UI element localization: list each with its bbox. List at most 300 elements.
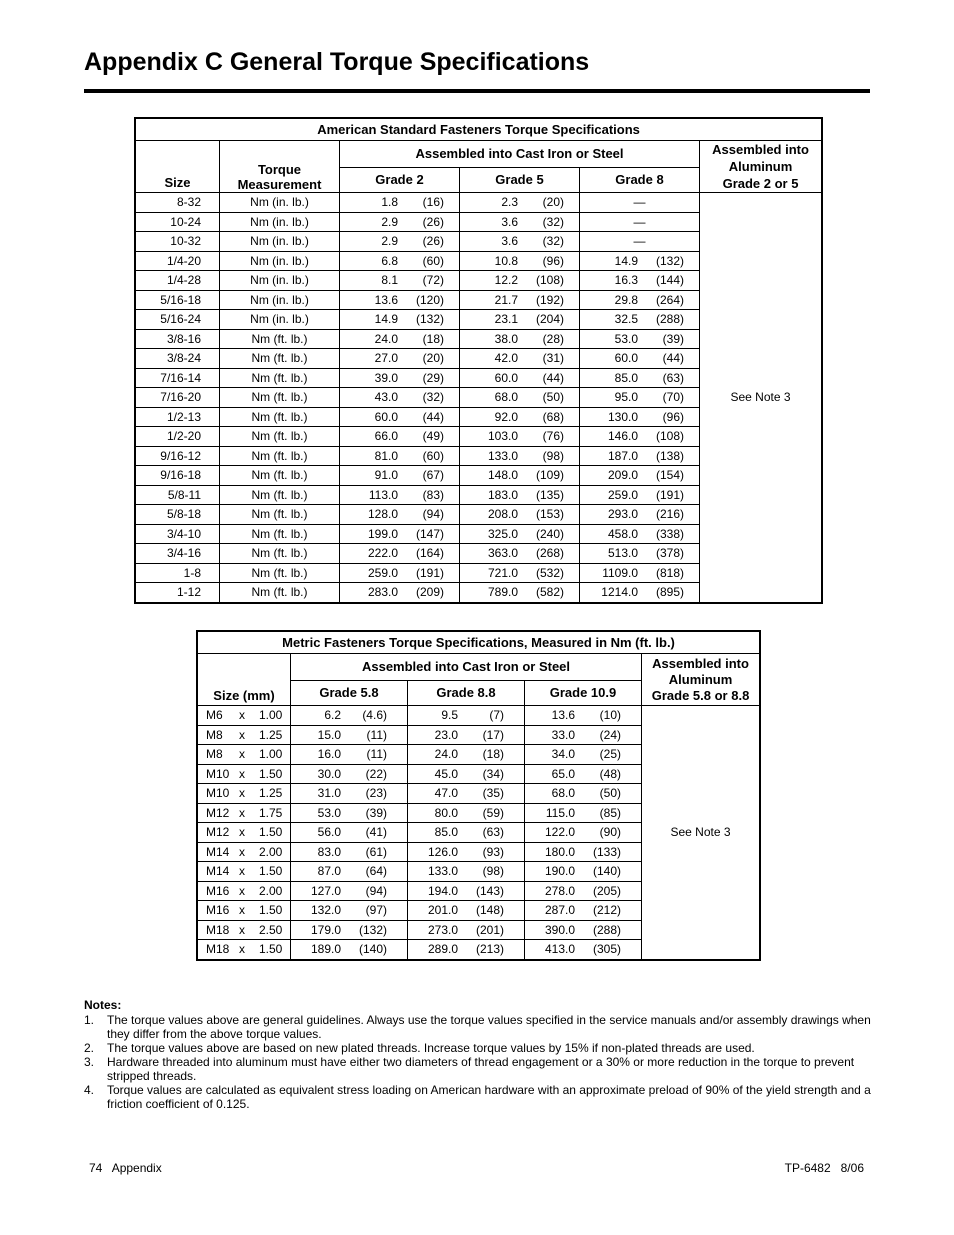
grade-5-8-paren-value: (4.6) [362, 708, 387, 723]
grade-5-paren-value: (204) [535, 312, 564, 327]
grade-5-value: 3.6 [501, 234, 518, 249]
note-number: 4. [84, 1083, 95, 1097]
grade-10-9-paren-value: (25) [599, 747, 621, 762]
grade-5-paren-value: (44) [542, 370, 564, 385]
grade-8-value: 458.0 [607, 526, 638, 541]
grade-2-cell [340, 583, 460, 603]
grade-8-value: 146.0 [607, 429, 638, 444]
metric-size-cell [198, 940, 291, 960]
grade-8-cell [580, 290, 700, 310]
metric-size-cell [198, 803, 291, 823]
grade-2-cell [340, 271, 460, 291]
size-cell: 10-24 [136, 212, 220, 232]
grade-10-9-paren-value: (10) [599, 708, 621, 723]
aluminum-note-cell: See Note 3 [700, 193, 822, 603]
grade-5-8-value: 53.0 [317, 805, 341, 820]
grade-2-paren-value: (191) [415, 565, 444, 580]
grade-8-cell [580, 583, 700, 603]
note-item [84, 1041, 874, 1055]
grade-10-9-value: 287.0 [544, 903, 575, 918]
grade-5-paren-value: (532) [535, 565, 564, 580]
grade-5-8-cell [291, 803, 408, 823]
measurement-cell: Nm (ft. lb.) [220, 446, 340, 466]
grade-5-paren-value: (50) [542, 390, 564, 405]
grade-8-value: 1214.0 [601, 585, 638, 600]
metric-thread-pitch: 1.00 [259, 708, 283, 723]
metric-thread-pitch: 2.00 [259, 883, 283, 898]
metric-times-sign: x [239, 922, 245, 937]
size-cell: 7/16-20 [136, 388, 220, 408]
metric-times-sign: x [239, 864, 245, 879]
grade-5-8-cell [291, 862, 408, 882]
metric-thread-pitch: 1.50 [259, 942, 283, 957]
metric-size-cell [198, 823, 291, 843]
metric-thread-size: M12 [206, 825, 230, 840]
metric-thread-size: M16 [206, 903, 230, 918]
grade-10-9-value: 34.0 [551, 747, 575, 762]
grade-5-value: 148.0 [487, 468, 518, 483]
grade-5-value: 12.2 [494, 273, 518, 288]
grade-10-9-paren-value: (24) [599, 727, 621, 742]
grade-10-9-value: 13.6 [551, 708, 575, 723]
grade-8-cell [580, 271, 700, 291]
grade-10-9-cell [525, 725, 642, 745]
grade-2-value: 199.0 [367, 526, 398, 541]
grade-10-9-cell [525, 764, 642, 784]
notes-section [84, 998, 874, 1111]
grade-2-value: 13.6 [374, 292, 398, 307]
size-cell: 3/4-10 [136, 524, 220, 544]
size-cell: 5/16-18 [136, 290, 220, 310]
grade-2-paren-value: (147) [415, 526, 444, 541]
grade-8-8-value: 133.0 [427, 864, 458, 879]
grade-8-8-value: 23.0 [434, 727, 458, 742]
metric-size-cell [198, 920, 291, 940]
grade-8-cell [580, 349, 700, 369]
american-aluminum-line1: Assembled into [712, 142, 809, 157]
metric-times-sign: x [239, 708, 245, 723]
grade-5-8-cell [291, 725, 408, 745]
grade-8-8-value: 194.0 [427, 883, 458, 898]
metric-thread-size: M14 [206, 864, 230, 879]
metric-thread-size: M8 [206, 747, 223, 762]
grade-10-9-cell [525, 706, 642, 726]
grade-2-cell [340, 505, 460, 525]
grade-8-8-cell [408, 784, 525, 804]
grade-8-8-paren-value: (93) [482, 844, 504, 859]
grade-2-value: 14.9 [374, 312, 398, 327]
size-cell: 1-12 [136, 583, 220, 603]
grade-5-paren-value: (268) [535, 546, 564, 561]
grade-5-cell [460, 349, 580, 369]
grade-8-8-value: 80.0 [434, 805, 458, 820]
metric-thread-pitch: 1.75 [259, 805, 283, 820]
size-cell: 1/4-20 [136, 251, 220, 271]
grade-2-paren-value: (132) [415, 312, 444, 327]
metric-times-sign: x [239, 903, 245, 918]
grade-8-paren-value: (288) [655, 312, 684, 327]
grade-2-cell [340, 427, 460, 447]
grade-5-8-cell [291, 706, 408, 726]
grade-5-paren-value: (96) [542, 253, 564, 268]
grade-5-8-value: 189.0 [310, 942, 341, 957]
grade-8-cell [580, 544, 700, 564]
grade-8-paren-value: (63) [662, 370, 684, 385]
grade-2-value: 128.0 [367, 507, 398, 522]
size-cell: 5/8-18 [136, 505, 220, 525]
grade-8-8-cell [408, 940, 525, 960]
metric-thread-pitch: 1.00 [259, 747, 283, 762]
notes-heading: Notes: [84, 998, 122, 1012]
grade-2-value: 43.0 [374, 390, 398, 405]
metric-times-sign: x [239, 883, 245, 898]
grade-2-cell [340, 193, 460, 213]
american-aluminum-line2: Aluminum [728, 159, 793, 174]
grade-2-paren-value: (72) [422, 273, 444, 288]
grade-2-cell [340, 563, 460, 583]
size-cell: 3/8-24 [136, 349, 220, 369]
grade-5-cell [460, 310, 580, 330]
grade-5-value: 325.0 [487, 526, 518, 541]
metric-aluminum-line3: Grade 5.8 or 8.8 [651, 687, 750, 703]
grade-5-value: 10.8 [494, 253, 518, 268]
metric-times-sign: x [239, 825, 245, 840]
size-cell: 9/16-18 [136, 466, 220, 486]
grade-2-cell [340, 232, 460, 252]
grade-10-9-paren-value: (90) [599, 825, 621, 840]
size-cell: 9/16-12 [136, 446, 220, 466]
grade-8-cell [580, 505, 700, 525]
grade-2-value: 8.1 [381, 273, 398, 288]
american-col-size: Size [136, 141, 220, 193]
grade-2-cell [340, 310, 460, 330]
metric-thread-size: M18 [206, 942, 230, 957]
note-item [84, 1055, 874, 1083]
grade-2-paren-value: (29) [422, 370, 444, 385]
grade-8-8-cell [408, 823, 525, 843]
size-cell: 3/4-16 [136, 544, 220, 564]
grade-8-cell [580, 329, 700, 349]
metric-size-cell [198, 745, 291, 765]
metric-thread-pitch: 1.50 [259, 864, 283, 879]
grade-2-cell [340, 524, 460, 544]
grade-5-paren-value: (32) [542, 234, 564, 249]
metric-times-sign: x [239, 844, 245, 859]
grade-8-value: 16.3 [614, 273, 638, 288]
metric-times-sign: x [239, 786, 245, 801]
grade-2-value: 222.0 [367, 546, 398, 561]
grade-2-value: 91.0 [374, 468, 398, 483]
grade-10-9-value: 180.0 [544, 844, 575, 859]
size-cell: 1/2-20 [136, 427, 220, 447]
measurement-cell: Nm (in. lb.) [220, 232, 340, 252]
grade-2-cell [340, 544, 460, 564]
grade-8-paren-value: (144) [655, 273, 684, 288]
grade-8-8-cell [408, 862, 525, 882]
grade-10-9-value: 65.0 [551, 766, 575, 781]
grade-8-8-cell [408, 764, 525, 784]
metric-aluminum-line1: Assembled into [652, 655, 749, 671]
grade-10-9-value: 390.0 [544, 922, 575, 937]
grade-5-8-cell [291, 823, 408, 843]
grade-10-9-cell [525, 823, 642, 843]
grade-2-value: 2.9 [381, 214, 398, 229]
grade-10-9-cell [525, 901, 642, 921]
grade-5-8-paren-value: (41) [365, 825, 387, 840]
metric-size-cell [198, 764, 291, 784]
size-cell: 3/8-16 [136, 329, 220, 349]
grade-5-8-paren-value: (132) [358, 922, 387, 937]
grade-10-9-paren-value: (48) [599, 766, 621, 781]
metric-thread-size: M12 [206, 805, 230, 820]
grade-5-cell [460, 251, 580, 271]
grade-2-value: 24.0 [374, 331, 398, 346]
grade-8-8-value: 126.0 [427, 844, 458, 859]
grade-2-paren-value: (67) [422, 468, 444, 483]
grade-2-value: 6.8 [381, 253, 398, 268]
grade-5-paren-value: (135) [535, 487, 564, 502]
american-table-body [136, 193, 822, 603]
size-cell: 1-8 [136, 563, 220, 583]
grade-5-8-value: 56.0 [317, 825, 341, 840]
footer-doc-id: TP-6482 8/06 [784, 1161, 864, 1175]
metric-thread-pitch: 1.50 [259, 825, 283, 840]
grade-2-paren-value: (60) [422, 448, 444, 463]
grade-5-cell [460, 388, 580, 408]
measurement-cell: Nm (in. lb.) [220, 271, 340, 291]
grade-5-cell [460, 485, 580, 505]
grade-8-value: 14.9 [614, 253, 638, 268]
grade-5-paren-value: (240) [535, 526, 564, 541]
grade-10-9-value: 33.0 [551, 727, 575, 742]
grade-5-cell [460, 329, 580, 349]
metric-thread-pitch: 1.25 [259, 727, 283, 742]
grade-8-value: 187.0 [607, 448, 638, 463]
grade-8-value: 53.0 [614, 331, 638, 346]
grade-2-cell [340, 349, 460, 369]
grade-10-9-cell [525, 745, 642, 765]
grade-2-value: 2.9 [381, 234, 398, 249]
title-rule [84, 89, 870, 93]
grade-8-8-cell [408, 725, 525, 745]
grade-2-paren-value: (44) [422, 409, 444, 424]
grade-8-8-value: 47.0 [434, 786, 458, 801]
grade-5-value: 208.0 [487, 507, 518, 522]
grade-5-value: 789.0 [487, 585, 518, 600]
grade-8-value: 293.0 [607, 507, 638, 522]
grade-5-8-cell [291, 920, 408, 940]
grade-5-paren-value: (582) [535, 585, 564, 600]
grade-8-value: 513.0 [607, 546, 638, 561]
grade-5-8-cell [291, 745, 408, 765]
metric-torque-table [197, 631, 760, 960]
grade-5-cell [460, 563, 580, 583]
grade-8-8-cell [408, 745, 525, 765]
grade-8-cell: — [580, 232, 700, 252]
measurement-cell: Nm (ft. lb.) [220, 427, 340, 447]
grade-8-paren-value: (138) [655, 448, 684, 463]
grade-5-8-value: 15.0 [317, 727, 341, 742]
grade-5-paren-value: (192) [535, 292, 564, 307]
measurement-cell: Nm (in. lb.) [220, 310, 340, 330]
grade-8-8-value: 289.0 [427, 942, 458, 957]
grade-8-value: 259.0 [607, 487, 638, 502]
metric-thread-size: M14 [206, 844, 230, 859]
grade-10-9-cell [525, 920, 642, 940]
grade-10-9-paren-value: (205) [592, 883, 621, 898]
grade-5-8-paren-value: (61) [365, 844, 387, 859]
grade-8-paren-value: (154) [655, 468, 684, 483]
grade-5-8-cell [291, 940, 408, 960]
metric-size-cell [198, 901, 291, 921]
grade-8-8-paren-value: (35) [482, 786, 504, 801]
grade-8-8-value: 201.0 [427, 903, 458, 918]
grade-8-cell [580, 251, 700, 271]
grade-5-paren-value: (109) [535, 468, 564, 483]
grade-8-8-cell [408, 706, 525, 726]
metric-times-sign: x [239, 942, 245, 957]
measurement-cell: Nm (ft. lb.) [220, 485, 340, 505]
grade-10-9-cell [525, 842, 642, 862]
grade-5-cell [460, 446, 580, 466]
grade-2-cell [340, 485, 460, 505]
grade-10-9-paren-value: (50) [599, 786, 621, 801]
grade-2-cell [340, 329, 460, 349]
metric-times-sign: x [239, 766, 245, 781]
grade-8-8-paren-value: (17) [482, 727, 504, 742]
grade-8-cell [580, 407, 700, 427]
metric-thread-pitch: 2.50 [259, 922, 283, 937]
grade-10-9-cell [525, 881, 642, 901]
grade-5-8-value: 127.0 [310, 883, 341, 898]
grade-5-value: 103.0 [487, 429, 518, 444]
grade-10-9-cell [525, 862, 642, 882]
grade-2-cell [340, 212, 460, 232]
grade-8-paren-value: (895) [655, 585, 684, 600]
grade-5-paren-value: (31) [542, 351, 564, 366]
note-item [84, 1083, 874, 1111]
american-torque-table [135, 118, 822, 603]
grade-5-8-value: 30.0 [317, 766, 341, 781]
grade-5-cell [460, 407, 580, 427]
grade-2-value: 1.8 [381, 195, 398, 210]
measurement-cell: Nm (in. lb.) [220, 212, 340, 232]
grade-2-value: 259.0 [367, 565, 398, 580]
grade-5-cell [460, 271, 580, 291]
metric-times-sign: x [239, 747, 245, 762]
grade-8-paren-value: (818) [655, 565, 684, 580]
grade-5-value: 42.0 [494, 351, 518, 366]
grade-5-cell [460, 505, 580, 525]
grade-5-paren-value: (28) [542, 331, 564, 346]
note-text: The torque values above are based on new plated threads. Increase torque values by 15% if non-plated threads are used. [107, 1041, 755, 1055]
metric-size-cell [198, 725, 291, 745]
metric-col-aluminum [642, 654, 760, 706]
american-col-torque-line1: Torque [257, 162, 302, 177]
metric-times-sign: x [239, 805, 245, 820]
grade-5-value: 38.0 [494, 331, 518, 346]
grade-10-9-paren-value: (85) [599, 805, 621, 820]
grade-5-8-value: 87.0 [317, 864, 341, 879]
grade-8-paren-value: (264) [655, 292, 684, 307]
grade-8-8-cell [408, 901, 525, 921]
size-cell: 8-32 [136, 193, 220, 213]
grade-5-8-paren-value: (140) [358, 942, 387, 957]
note-text: Torque values are calculated as equivalent stress loading on American hardware with an approximate preload of 90% of the yield strength and a friction coefficient of 0.125. [107, 1083, 871, 1111]
size-cell: 5/16-24 [136, 310, 220, 330]
grade-5-8-cell [291, 881, 408, 901]
metric-size-cell [198, 862, 291, 882]
grade-10-9-value: 413.0 [544, 942, 575, 957]
grade-8-paren-value: (39) [662, 331, 684, 346]
grade-8-cell [580, 388, 700, 408]
grade-10-9-value: 190.0 [544, 864, 575, 879]
grade-8-value: 32.5 [614, 312, 638, 327]
american-col-torque-line2: Measurement [237, 177, 322, 192]
grade-5-paren-value: (108) [535, 273, 564, 288]
grade-10-9-cell [525, 803, 642, 823]
grade-8-8-paren-value: (143) [475, 883, 504, 898]
grade-2-paren-value: (120) [415, 292, 444, 307]
grade-5-cell [460, 544, 580, 564]
grade-10-9-value: 115.0 [545, 805, 575, 820]
size-cell: 5/8-11 [136, 485, 220, 505]
grade-10-9-value: 278.0 [544, 883, 575, 898]
grade-5-8-value: 6.2 [324, 708, 341, 723]
grade-5-value: 3.6 [501, 214, 518, 229]
metric-table-body [198, 706, 760, 960]
table-row [136, 193, 822, 213]
grade-5-cell [460, 427, 580, 447]
grade-8-8-paren-value: (59) [482, 805, 504, 820]
grade-5-8-value: 132.0 [310, 903, 341, 918]
grade-2-cell [340, 407, 460, 427]
grade-8-paren-value: (191) [655, 487, 684, 502]
grade-5-paren-value: (76) [542, 429, 564, 444]
grade-8-value: 130.0 [607, 409, 638, 424]
grade-5-8-paren-value: (94) [365, 883, 387, 898]
measurement-cell: Nm (in. lb.) [220, 290, 340, 310]
grade-8-8-cell [408, 920, 525, 940]
grade-2-cell [340, 251, 460, 271]
grade-10-9-value: 68.0 [551, 786, 575, 801]
grade-2-paren-value: (49) [422, 429, 444, 444]
grade-5-cell [460, 232, 580, 252]
note-number: 1. [84, 1013, 95, 1027]
note-number: 2. [84, 1041, 95, 1055]
grade-10-9-paren-value: (133) [592, 844, 621, 859]
grade-2-paren-value: (18) [422, 331, 444, 346]
grade-8-cell [580, 310, 700, 330]
grade-10-9-paren-value: (140) [592, 864, 621, 879]
grade-5-value: 721.0 [487, 565, 518, 580]
grade-5-8-cell [291, 842, 408, 862]
metric-group-header: Assembled into Cast Iron or Steel [291, 654, 642, 681]
size-cell: 1/4-28 [136, 271, 220, 291]
grade-10-9-paren-value: (212) [592, 903, 621, 918]
measurement-cell: Nm (ft. lb.) [220, 524, 340, 544]
metric-thread-pitch: 1.25 [259, 786, 283, 801]
grade-8-cell [580, 427, 700, 447]
grade-5-8-cell [291, 764, 408, 784]
grade-5-paren-value: (68) [542, 409, 564, 424]
grade-2-value: 66.0 [374, 429, 398, 444]
grade-5-8-paren-value: (22) [365, 766, 387, 781]
grade-8-cell: — [580, 193, 700, 213]
grade-2-value: 113.0 [368, 487, 398, 502]
american-table-caption: American Standard Fasteners Torque Specifications [136, 119, 822, 141]
grade-2-paren-value: (83) [422, 487, 444, 502]
